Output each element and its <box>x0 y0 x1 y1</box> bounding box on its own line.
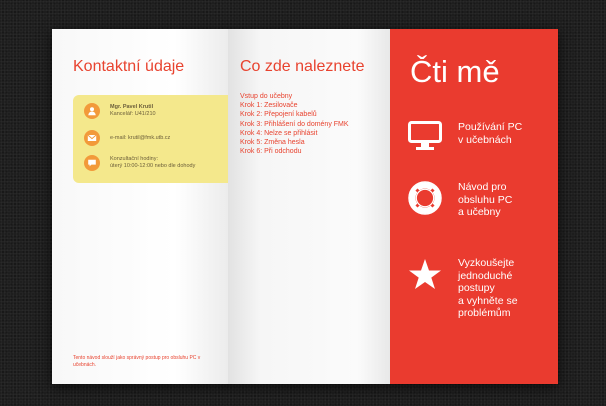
contents-panel <box>228 29 390 384</box>
feature-line: problémům <box>458 307 511 319</box>
contents-item[interactable]: Krok 2: Přepojení kabelů <box>240 111 317 119</box>
contents-item[interactable]: Krok 6: Při odchodu <box>240 148 302 156</box>
feature-guide <box>408 181 512 219</box>
speech-bubble-icon <box>84 155 100 171</box>
feature-tips <box>408 257 518 320</box>
feature-line: obsluhu PC <box>458 193 513 206</box>
contents-item[interactable]: Krok 5: Změna hesla <box>240 139 305 147</box>
feature-line: a učebny <box>458 206 501 218</box>
footer-note: Tento návod slouží jako správný postup pro obsluhu PC v učebnách. <box>73 355 201 368</box>
contents-item[interactable]: Krok 4: Nelze se přihlásit <box>240 129 318 137</box>
feature-line: Vyzkoušejte <box>458 257 515 269</box>
feature-line: Návod pro <box>458 181 507 193</box>
feature-line: Používání PC <box>458 121 523 133</box>
contents-item[interactable]: Vstup do učebny <box>240 93 293 100</box>
feature-line: jednoduché <box>458 269 513 282</box>
feature-line: a vyhněte se <box>458 294 518 307</box>
contact-person-row <box>84 103 156 119</box>
contents-item[interactable]: Krok 1: Zesilovače <box>240 102 298 110</box>
contact-hours-row <box>84 155 195 171</box>
contents-title: Co zde naleznete <box>240 58 365 75</box>
contact-card <box>73 95 236 183</box>
envelope-icon <box>84 130 100 146</box>
contents-list <box>240 92 349 156</box>
monitor-icon <box>408 121 442 151</box>
cover-title: Čti mě <box>410 54 500 89</box>
cover-panel <box>390 29 558 384</box>
contact-email[interactable]: e-mail: krutil@fmk.utb.cz <box>110 134 171 141</box>
contact-office: Kancelář: U41/210 <box>110 111 156 117</box>
contact-title: Kontaktní údaje <box>73 58 185 75</box>
feature-pc-usage <box>408 121 522 151</box>
feature-line: v učebnách <box>458 133 512 146</box>
contact-panel <box>52 29 228 384</box>
feature-line: postupy <box>458 282 495 294</box>
contents-item[interactable]: Krok 3: Přihlášení do domény FMK <box>240 120 349 128</box>
brochure <box>52 29 558 384</box>
contact-name: Mgr. Pavel Krutil <box>110 104 154 110</box>
person-icon <box>84 103 100 119</box>
contact-hours-label: Konzultační hodiny: <box>110 156 159 162</box>
star-icon <box>408 258 442 291</box>
contact-hours-value: úterý 10:00-12:00 nebo dle dohody <box>110 163 196 169</box>
lifebuoy-icon <box>408 181 442 215</box>
contact-email-row <box>84 130 170 146</box>
